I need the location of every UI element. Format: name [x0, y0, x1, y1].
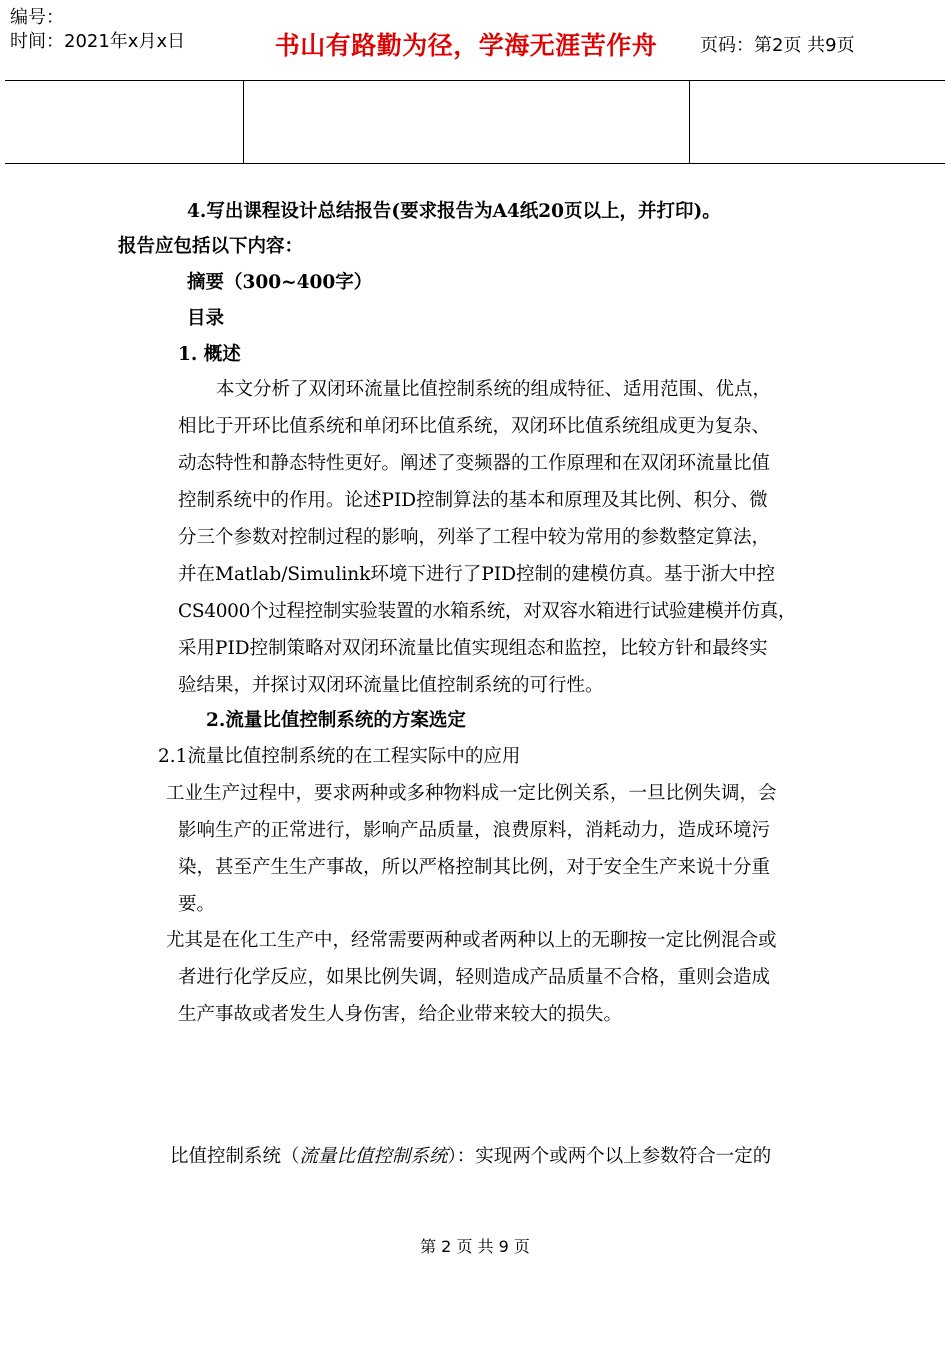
paragraph-line: 验结果，并探讨双闭环流量比值控制系统的可行性。	[178, 675, 604, 696]
paragraph-line: 染，甚至产生生产事故，所以严格控制其比例，对于安全生产来说十分重	[178, 857, 771, 878]
paragraph-line: 相比于开环比值系统和单闭环比值系统，双闭环比值系统组成更为复杂、	[178, 416, 771, 437]
paragraph-line: 者进行化学反应，如果比例失调，轻则造成产品质量不合格，重则会造成	[178, 967, 771, 988]
section-2-1-title: 2.1流量比值控制系统的在工程实际中的应用	[158, 746, 521, 767]
serial-label: 编号：	[10, 7, 64, 28]
ratio-control-definition	[170, 1145, 771, 1169]
paragraph-line: 生产事故或者发生人身伤害，给企业带来较大的损失。	[178, 1004, 623, 1025]
paragraph-line: 要。	[178, 894, 216, 915]
paragraph-line: 影响生产的正常进行，影响产品质量，浪费原料，消耗动力，造成环境污	[178, 820, 771, 841]
header-meta	[10, 6, 185, 54]
section-2-title: 2.流量比值控制系统的方案选定	[206, 710, 466, 731]
toc-heading: 目录	[187, 308, 225, 329]
paragraph-line: 尤其是在化工生产中，经常需要两种或者两种以上的无聊按一定比例混合或	[166, 930, 777, 951]
paragraph-line: 并在Matlab/Simulink环境下进行了PID控制的建模仿真。基于浙大中控	[178, 564, 776, 585]
page-footer: 第 2 页 共 9 页	[420, 1237, 530, 1256]
paragraph-line: 动态特性和静态特性更好。阐述了变频器的工作原理和在双闭环流量比值	[178, 453, 771, 474]
paragraph-line: 分三个参数对控制过程的影响，列举了工程中较为常用的参数整定算法，	[178, 527, 771, 548]
paragraph-line: 本文分析了双闭环流量比值控制系统的组成特征、适用范围、优点，	[216, 379, 772, 400]
report-contents-heading: 报告应包括以下内容：	[118, 236, 304, 257]
section-1-title: 1. 概述	[178, 344, 241, 365]
definition-part: ）：实现两个或两个以上参数符合一定的	[447, 1146, 772, 1167]
paragraph-line: 控制系统中的作用。论述PID控制算法的基本和原理及其比例、积分、微	[178, 490, 768, 511]
time-label: 时间：2021年x月x日	[10, 31, 186, 52]
definition-part: 比值控制系统（	[170, 1146, 300, 1167]
abstract-line	[187, 271, 372, 295]
header-page-info: 页码：第2页 共9页	[700, 35, 855, 56]
abstract-label: 摘要（300~400字）	[187, 272, 373, 293]
header-divider	[243, 81, 244, 163]
item-4-text: 4.写出课程设计总结报告(要求报告为A4纸20页以上，并打印)。	[187, 201, 721, 222]
header-table	[5, 80, 945, 164]
header-motto: 书山有路勤为径，学海无涯苦作舟	[274, 31, 658, 60]
paragraph-line: CS4000个过程控制实验装置的水箱系统，对双容水箱进行试验建模并仿真，	[178, 601, 797, 622]
paragraph-line: 采用PID控制策略对双闭环流量比值实现组态和监控，比较方针和最终实	[178, 638, 768, 659]
paragraph-line: 工业生产过程中，要求两种或多种物料成一定比例关系，一旦比例失调，会	[166, 783, 777, 804]
definition-italic-term: 流量比值控制系统	[299, 1146, 448, 1167]
header-divider	[689, 81, 690, 163]
